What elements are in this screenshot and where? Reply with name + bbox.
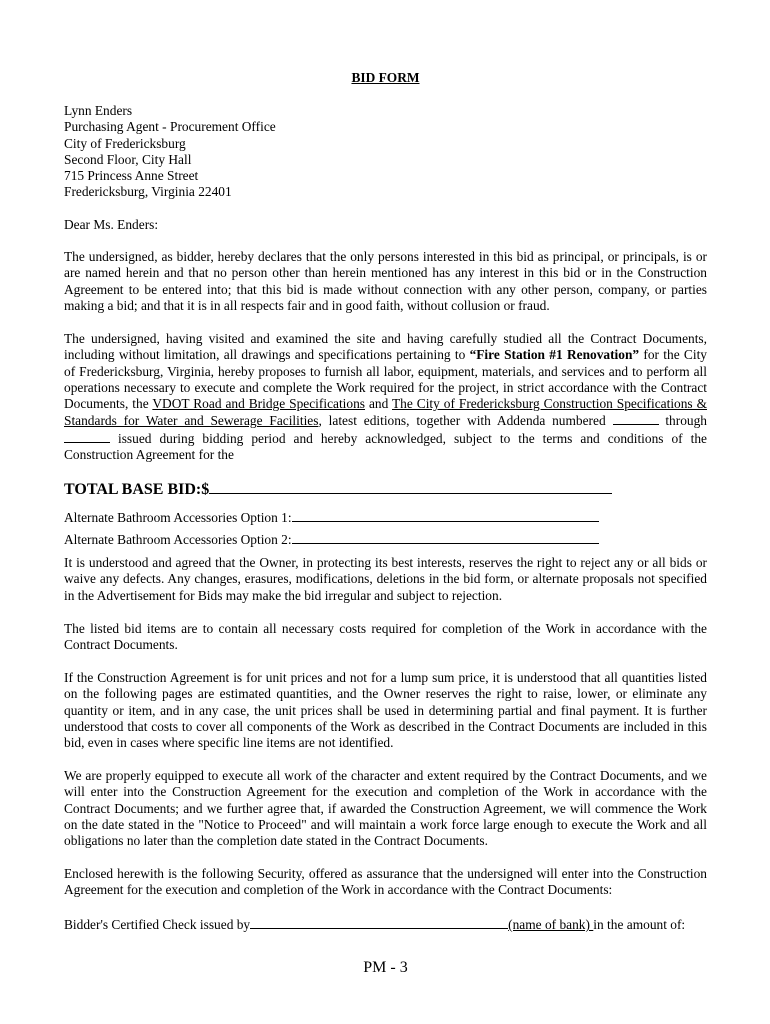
address-line: Lynn Enders — [64, 103, 133, 118]
addenda-from-field[interactable] — [613, 412, 659, 425]
page-number: PM - 3 — [363, 959, 408, 976]
address-line: Second Floor, City Hall — [64, 151, 192, 167]
owner-rights-paragraph: It is understood and agreed that the Owner, in protecting its best interests, reserves the right to reject any or all bids or waive any defects. Any changes, erasures, modifications, deletions in the bid form, or alternate proposals not specified in the Advertisement for Bids may make the bid irregular and subject to rejection. — [64, 555, 707, 603]
address-line: City of Fredericksburg — [64, 135, 186, 151]
document-page — [64, 0, 707, 1024]
recipient-address — [64, 103, 276, 201]
total-base-bid-row — [64, 479, 612, 498]
address-line: Purchasing Agent - Procurement Office — [64, 119, 276, 135]
unit-prices-paragraph: If the Construction Agreement is for unit prices and not for a lump sum price, it is understood that all quantities listed on the following pages are estimated quantities, and the Owner reserves the right to raise, lower, or eliminate any quantity or item, and in any case, the unit prices shall be used in determining partial and final payment. It is further understood that costs to cover all components of the Work as described in the Contract Documents are included in this bid, even in cases where specific line items are not identified. — [64, 670, 707, 751]
proposal-text: for the City of Fredericksburg, Virginia, hereby proposes to furnish all labor, equipment, materials, and services and to perform all operations necessary to execute and complete the Work required for the project, in strict accordance with the Contract Documents, the — [64, 347, 707, 412]
proposal-text: The undersigned, having visited and examined the site and having carefully studied all the Contract Documents, including without limitation, all drawings and specifications pertaining to — [64, 331, 707, 363]
certified-check-row — [64, 915, 685, 933]
proposal-text: and — [365, 396, 392, 412]
salutation: Dear Ms. Enders: — [64, 217, 159, 232]
bank-name-caption: (name of bank) — [508, 917, 594, 932]
total-base-bid-label: TOTAL BASE BID:$ — [64, 481, 210, 498]
certified-check-label: Bidder's Certified Check issued by — [64, 917, 251, 932]
address-line: Fredericksburg, Virginia 22401 — [64, 184, 232, 200]
city-spec-reference: The City of Fredericksburg Construction Specifications & Standards for Water and Sewerage Facilities — [64, 396, 708, 429]
page-title: BID FORM — [351, 70, 420, 85]
alternate-option-1-row — [64, 508, 599, 526]
total-base-bid-field[interactable] — [209, 479, 612, 494]
equipment-paragraph: We are properly equipped to execute all work of the character and extent required by the Contract Documents, and we will enter into the Construction Agreement for the execution and completion of the Work in accordance with the Contract Documents; and we further agree that, if awarded the Construction Agreement, we will commence the Work on the date stated in the "Notice to Proceed" and will maintain a work force large enough to execute the Work and all obligations no later than the completion date stated in the Contract Documents. — [64, 768, 707, 849]
vdot-spec-reference: VDOT Road and Bridge Specifications — [152, 396, 365, 412]
alternate-option-1-label: Alternate Bathroom Accessories Option 1: — [64, 510, 292, 525]
alternate-option-2-label: Alternate Bathroom Accessories Option 2: — [64, 532, 292, 547]
alternate-option-2-field[interactable] — [292, 530, 599, 544]
amount-label: in the amount of: — [593, 917, 686, 932]
bid-items-paragraph: The listed bid items are to contain all necessary costs required for completion of the Work in accordance with the Contract Documents. — [64, 621, 707, 653]
project-name: “Fire Station #1 Renovation” — [469, 347, 640, 363]
addenda-to-field[interactable] — [64, 430, 110, 443]
proposal-text: , latest editions, together with Addenda numbered — [318, 413, 613, 429]
proposal-text: through — [658, 413, 707, 429]
proposal-paragraph — [64, 331, 707, 463]
alternate-option-1-field[interactable] — [292, 508, 599, 522]
alternate-option-2-row — [64, 530, 599, 548]
security-paragraph: Enclosed herewith is the following Security, offered as assurance that the undersigned will enter into the Construction Agreement for the execution and completion of the Work in accordance with the Contract Documents: — [64, 866, 707, 898]
bank-name-field[interactable] — [250, 915, 508, 929]
proposal-text: issued during bidding period and hereby acknowledged, subject to the terms and conditions of the Construction Agreement for the — [64, 430, 707, 463]
declaration-paragraph: The undersigned, as bidder, hereby declares that the only persons interested in this bid as principal, or principals, is or are named herein and that no person other than herein mentioned has any interest in this bid or in the Construction Agreement to be entered into; that this bid is made without connection with any other person, company, or parties making a bid; and that it is in all respects fair and in good faith, without collusion or fraud. — [64, 249, 707, 313]
address-line: 715 Princess Anne Street — [64, 168, 199, 184]
